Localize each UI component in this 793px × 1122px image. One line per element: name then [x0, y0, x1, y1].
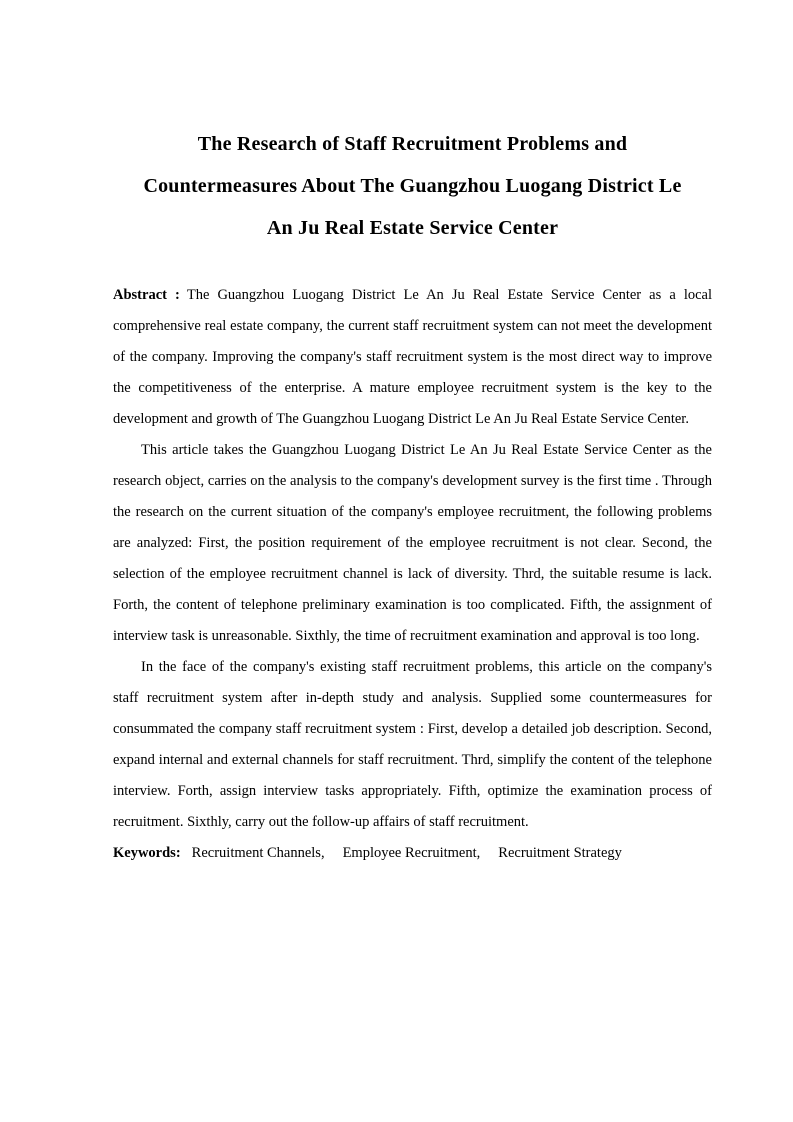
keywords-label: Keywords: [113, 845, 181, 861]
keyword-separator-2: , [476, 845, 481, 861]
document-body [113, 280, 712, 869]
title-line-3: An Ju Real Estate Service Center [266, 217, 559, 239]
keyword-item-3: Recruitment Strategy [498, 845, 622, 861]
keywords-line [113, 838, 712, 869]
keyword-item-2: Employee Recruitment [342, 845, 477, 861]
abstract-label: Abstract : [113, 287, 180, 303]
abstract-paragraph [113, 280, 712, 435]
document-title [113, 123, 712, 249]
body-paragraph-2: In the face of the company's existing staff recruitment problems, this article on the company's staff recruitment system after in-depth study and analysis. Supplied some countermeasures for consummated the company staff recruitment system : First, develop a detailed job description. Second, expand internal and external channels for staff recruitment. Thrd, simplify the content of the telephone interview. Forth, assign interview tasks appropriately. Fifth, optimize the examination process of recruitment. Sixthly, carry out the follow-up affairs of staff recruitment. [113, 659, 712, 830]
title-line-1: The Research of Staff Recruitment Problems and [197, 133, 628, 155]
title-line-2: Countermeasures About The Guangzhou Luogang District Le [143, 175, 682, 197]
keyword-item-1: Recruitment Channels [191, 845, 321, 861]
keyword-separator-1: , [320, 845, 325, 861]
abstract-text: The Guangzhou Luogang District Le An Ju Real Estate Service Center as a local comprehensive real estate company, the current staff recruitment system can not meet the development of the company. Improving the company's staff recruitment system is the most direct way to improve the competitiveness of the enterprise. A mature employee recruitment system is the key to the development and growth of The Guangzhou Luogang District Le An Ju Real Estate Service Center. [113, 287, 712, 427]
body-paragraph-1: This article takes the Guangzhou Luogang District Le An Ju Real Estate Service Center as the research object, carries on the analysis to the company's development survey is the first time . Through the research on the current situation of the company's employee recruitment, the following problems are analyzed: First, the position requirement of the employee recruitment is not clear. Second, the selection of the employee recruitment channel is lack of diversity. Thrd, the suitable resume is lack. Forth, the content of telephone preliminary examination is too complicated. Fifth, the assignment of interview task is unreasonable. Sixthly, the time of recruitment examination and approval is too long. [113, 442, 712, 644]
